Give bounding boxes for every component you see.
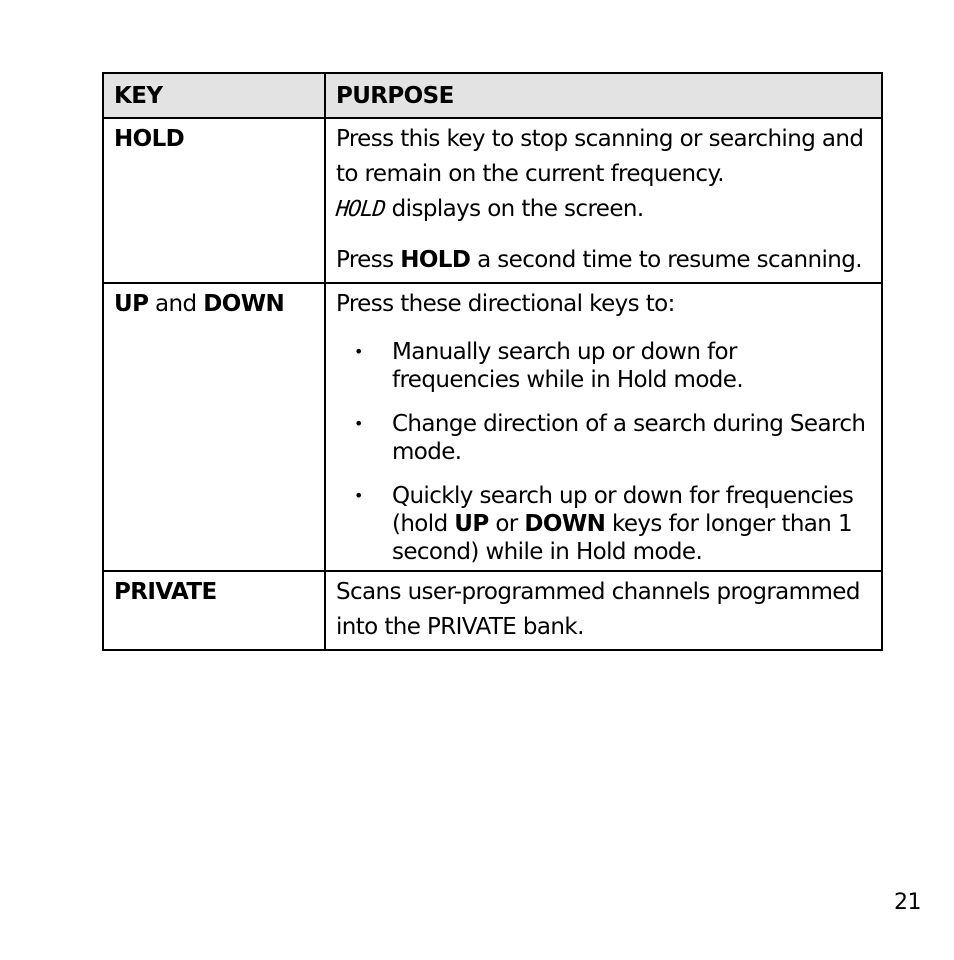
bullet-key-down: DOWN — [524, 511, 606, 537]
bullet-icon: • — [353, 414, 363, 433]
key-hold: HOLD — [103, 118, 325, 283]
bullet-text-mid: or — [488, 511, 525, 537]
table-row-up-down — [103, 283, 882, 571]
key-up: UP — [114, 291, 149, 317]
key-private: PRIVATE — [103, 571, 325, 650]
hold-description-text: Press this key to stop scanning or searching and to remain on the current frequency. — [335, 126, 864, 187]
table-row-hold — [103, 118, 882, 283]
bullet-icon: • — [353, 342, 363, 361]
page-number: 21 — [894, 890, 921, 915]
bullet-text: Change direction of a search during Search mode. — [391, 411, 866, 465]
hold-resume-post: a second time to resume scanning. — [470, 247, 862, 273]
key-and: and — [148, 291, 204, 317]
hold-resume-note — [336, 243, 871, 278]
hold-resume-key: HOLD — [400, 247, 471, 273]
bullet-text-pre: Quickly search up or down for frequencies (hold — [391, 483, 854, 537]
list-item — [336, 410, 871, 466]
purpose-hold — [325, 118, 882, 283]
hold-description — [336, 122, 871, 227]
bullet-text: Manually search up or down for frequencies while in Hold mode. — [391, 339, 744, 393]
key-down: DOWN — [203, 291, 285, 317]
up-down-bullet-list — [336, 338, 871, 566]
header-purpose: PURPOSE — [325, 73, 882, 118]
bullet-icon: • — [353, 486, 363, 505]
purpose-private: Scans user-programmed channels programmed into the PRIVATE bank. — [325, 571, 882, 650]
up-down-intro: Press these directional keys to: — [335, 291, 675, 317]
table-row-private — [103, 571, 882, 650]
list-item — [336, 482, 871, 566]
hold-resume-pre: Press — [335, 247, 401, 273]
bullet-text-post: keys for longer than 1 second) while in Hold mode. — [391, 511, 853, 565]
lcd-hold-indicator: HOLD — [334, 197, 387, 222]
bullet-key-up: UP — [454, 511, 489, 537]
bullet-text — [392, 483, 853, 565]
key-up-down — [103, 283, 325, 571]
table-header-row — [103, 73, 882, 118]
header-key: KEY — [103, 73, 325, 118]
key-purpose-table — [102, 72, 883, 651]
list-item — [336, 338, 871, 394]
hold-display-text: displays on the screen. — [384, 196, 644, 222]
purpose-up-down — [325, 283, 882, 571]
